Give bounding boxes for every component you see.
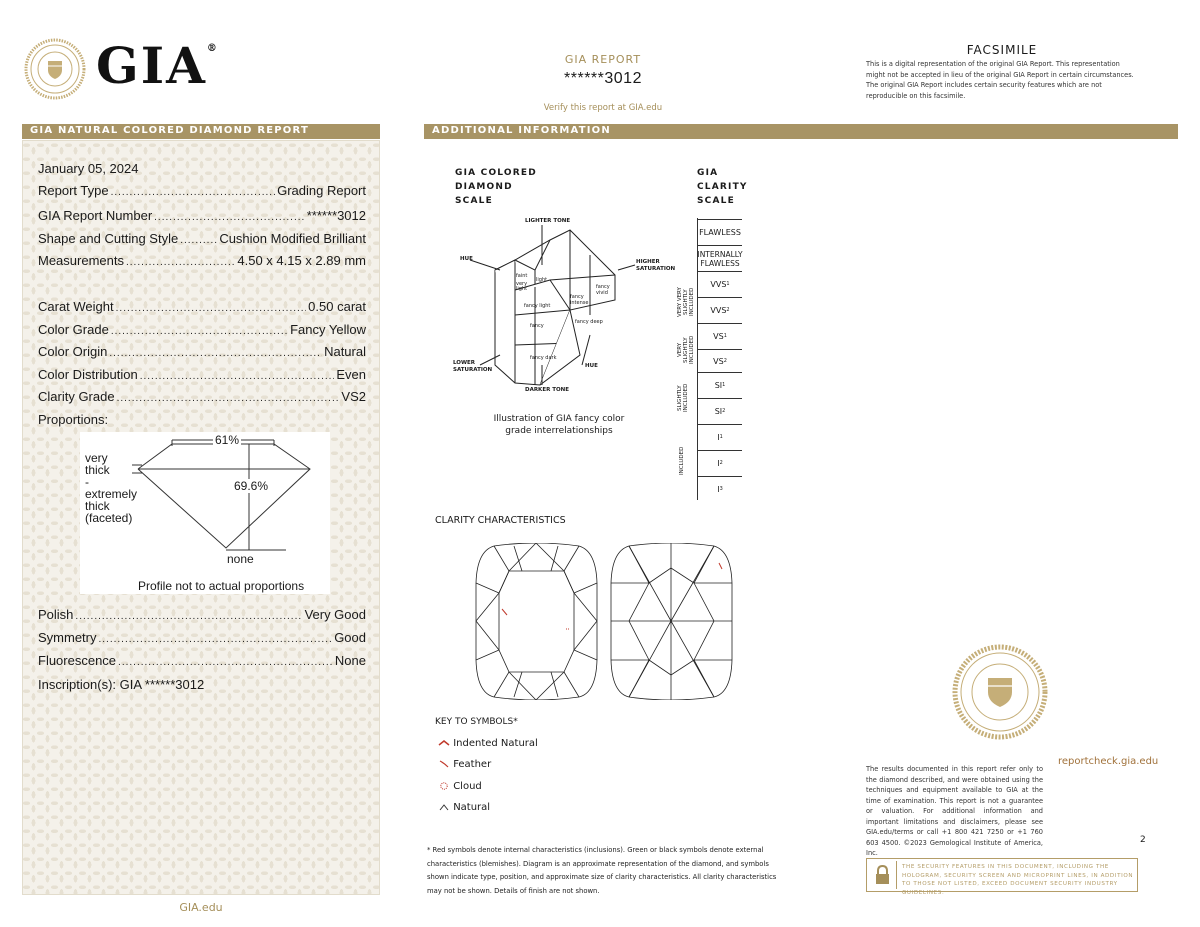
facsimile-title: FACSIMILE (966, 43, 1038, 57)
hue-label-bottom: HUE (585, 363, 598, 369)
clarity-scale-title (697, 166, 748, 208)
caption-line: grade interrelationships (505, 426, 613, 436)
security-text: THE SECURITY FEATURES IN THIS DOCUMENT, INCLUDING THE HOLOGRAM, SECURITY SCREEN AND MICROPRINT LINES, IN ADDITION TO THOSE NOT LISTED, EXCEED DOCUMENT SECURITY INDUSTRY GUIDELINES. (902, 864, 1134, 896)
higher-saturation-label (636, 259, 675, 273)
field-value: Very Good (304, 607, 366, 622)
right-section-bar: ADDITIONAL INFORMATION (424, 124, 1178, 139)
clarity-grade-i3 (698, 476, 742, 501)
fancy-vivid-label: fancy vivid (596, 284, 610, 296)
clarity-grade-i2 (698, 450, 742, 476)
title-line: GIA (697, 168, 719, 178)
color-grade-diagram (450, 215, 680, 400)
cushion-pavilion-diagram-icon (609, 543, 734, 700)
field-label: Symmetry (38, 630, 97, 645)
grade-label: I (717, 459, 720, 468)
label-line: HIGHER (636, 259, 660, 265)
grade-sub: 1 (726, 281, 730, 287)
fancy-light-label: fancy light (524, 303, 551, 309)
field-value: None (334, 653, 366, 668)
inscription: Inscription(s): GIA ******3012 (38, 677, 205, 692)
symbol-cloud (438, 781, 482, 792)
field-value: Grading Report (277, 183, 366, 198)
very-light-label: very light (516, 281, 528, 292)
clarity-group-vvs: VERY VERY SLIGHTLY INCLUDED (677, 287, 695, 317)
label-line: LOWER (453, 360, 476, 366)
field-fluorescence (38, 652, 366, 670)
field-report-number (38, 207, 366, 225)
security-lock-box (869, 861, 897, 889)
proportions-diagram (80, 432, 330, 594)
reportcheck-link[interactable]: reportcheck.gia.edu (1058, 756, 1159, 767)
field-value: ******3012 (306, 208, 366, 223)
clarity-grade-vs2 (698, 349, 742, 372)
darker-tone-label: DARKER TONE (525, 387, 570, 393)
fancy-dark-label: fancy dark (530, 355, 557, 361)
plot-pavilion-view (609, 543, 734, 700)
hue-label-top: HUE (460, 256, 473, 262)
clarity-group-i: INCLUDED (679, 446, 685, 476)
title-line: CLARITY (697, 182, 748, 192)
grade-sub: 2 (723, 357, 727, 364)
grade-label: VS (713, 332, 724, 341)
field-label: Color Origin (38, 344, 108, 359)
field-carat-weight (38, 298, 366, 316)
clarity-grade-vvs2 (698, 297, 742, 323)
grade-label: INTERNALLY FLAWLESS (697, 249, 743, 268)
field-value: Cushion Modified Brilliant (219, 231, 366, 246)
field-color-distribution (38, 366, 366, 384)
symbol-label: Indented Natural (453, 738, 538, 749)
grade-sub: 3 (719, 485, 723, 492)
lower-saturation-label (453, 360, 492, 374)
gia-seal (952, 644, 1048, 740)
report-label: GIA REPORT (564, 53, 642, 66)
clarity-grade-vs1 (698, 323, 742, 349)
label-line: SATURATION (636, 266, 676, 272)
profile-caption: Profile not to actual proportions (138, 579, 305, 593)
disclaimer: The results documented in this report refer only to the diamond described, and were obtained using the techniques and equipment available to GIA at the time of examination. This report is not a guarantee or valuation. For additional information and important limitations and disclaimers, please see GIA.edu/terms or call +1 800 421 7250 or +1 760 603 4500. ©2023 Gemological Institute of America, Inc. (866, 765, 1043, 857)
grade-sub: 1 (723, 333, 727, 339)
field-label: Measurements (38, 253, 124, 268)
field-label: Carat Weight (38, 299, 114, 314)
symbol-feather (438, 759, 491, 770)
field-label: Color Grade (38, 322, 109, 337)
field-value: Natural (324, 344, 366, 359)
proportions-label: Proportions: (38, 412, 109, 427)
title-line: SCALE (697, 196, 735, 206)
clarity-grade-i1 (698, 424, 742, 450)
grade-label: FLAWLESS (699, 228, 741, 237)
symbol-label: Natural (453, 802, 491, 813)
report-number: ******3012 (564, 70, 642, 87)
girdle-line: extremely (85, 487, 138, 501)
plot-crown-view (474, 543, 599, 700)
field-label: GIA Report Number (38, 208, 153, 223)
title-line: GIA COLORED (455, 168, 537, 178)
field-clarity-grade (38, 388, 366, 406)
grade-label: VS (713, 356, 724, 366)
footnote: * Red symbols denote internal characteristics (inclusions). Green or black symbols denote external characteristics (blemishes). Diagram is an approximate representation of the diamond, and symbols shown indicate type, position, and approximate size of clarity characteristics. All clarity characteristics may not be shown. Details of finish are not shown. (427, 846, 777, 895)
grade-sub: 2 (719, 460, 723, 466)
grade-sub: 2 (722, 408, 726, 414)
facsimile-text: This is a digital representation of the original GIA Report. This representation might not be accepted in lieu of the original GIA Report in certain circumstances. The original GIA Report includes certain security features which are not reproducible on this facsimile. (866, 60, 1134, 100)
field-label: Color Distribution (38, 367, 138, 382)
field-label: Polish (38, 607, 74, 622)
field-color-grade (38, 321, 366, 339)
report-date: January 05, 2024 (38, 161, 139, 176)
symbol-label: Cloud (453, 781, 482, 792)
symbol-natural (438, 802, 490, 813)
field-symmetry (38, 629, 366, 647)
field-shape (38, 230, 366, 248)
cloud-icon (438, 782, 450, 790)
logo-word: GIA (96, 36, 207, 95)
feather-icon (438, 760, 450, 768)
light-label: light (536, 277, 548, 283)
security-box (866, 858, 1138, 896)
gia-seal-icon (24, 38, 86, 100)
grade-sub: 1 (722, 382, 726, 388)
table-percent: 61% (215, 433, 240, 447)
fancy-intense-label: fancy intense (570, 294, 589, 306)
natural-icon (438, 803, 450, 811)
grade-sub: 2 (726, 307, 730, 313)
clarity-characteristics-title: CLARITY CHARACTERISTICS (435, 515, 566, 526)
field-value: Even (336, 367, 366, 382)
grade-label: SI (714, 381, 723, 390)
girdle-line: thick (85, 499, 110, 513)
symbol-label: Feather (453, 759, 492, 770)
field-value: 0.50 carat (308, 299, 366, 314)
field-color-origin (38, 343, 366, 361)
field-value: Good (334, 630, 366, 645)
field-label: Clarity Grade (38, 389, 115, 404)
culet-label: none (227, 552, 254, 566)
color-caption (470, 413, 648, 437)
cushion-crown-diagram-icon (474, 543, 599, 700)
label-line: SATURATION (453, 367, 493, 373)
color-scale-title (455, 166, 537, 208)
grade-sub: 1 (719, 434, 723, 440)
girdle-line: thick (85, 463, 110, 477)
field-label: Shape and Cutting Style (38, 231, 179, 246)
field-label: Report Type (38, 183, 109, 198)
grade-label: I (717, 484, 720, 494)
lock-icon (869, 861, 896, 889)
clarity-grade-si2 (698, 398, 742, 424)
title-line: SCALE (455, 196, 493, 206)
clarity-grade-internally-flawless (698, 245, 742, 271)
grade-label: I (717, 433, 720, 442)
gia-logo-text: GIA® (96, 36, 219, 95)
grade-label: VVS (710, 306, 727, 315)
caption-line: Illustration of GIA fancy color (493, 414, 625, 424)
girdle-line: (faceted) (85, 511, 133, 525)
field-measurements (38, 252, 366, 270)
clarity-group-si: SLIGHTLY INCLUDED (677, 383, 689, 413)
grade-label: SI (714, 407, 723, 416)
clarity-group-vs: VERY SLIGHTLY INCLUDED (677, 335, 695, 365)
page-number: 2 (1140, 835, 1146, 845)
clarity-grade-flawless (698, 219, 742, 245)
indented-natural-icon (438, 739, 450, 747)
field-value: Fancy Yellow (290, 322, 366, 337)
verify-link[interactable]: Verify this report at GIA.edu (543, 103, 663, 113)
grade-label: VVS (710, 280, 727, 289)
clarity-grade-vvs1 (698, 271, 742, 297)
symbol-indented-natural (438, 738, 538, 749)
faint-label: faint (516, 273, 528, 279)
girdle-line: - (85, 475, 89, 489)
clarity-grade-si1 (698, 372, 742, 398)
lighter-tone-label: LIGHTER TONE (525, 218, 571, 224)
gia-seal-large-icon (952, 644, 1048, 740)
field-polish (38, 606, 366, 624)
depth-percent: 69.6% (234, 479, 269, 493)
left-section-bar: GIA NATURAL COLORED DIAMOND REPORT (22, 124, 380, 139)
girdle-description (85, 452, 137, 524)
field-report-type (38, 182, 366, 200)
title-line: DIAMOND (455, 182, 513, 192)
field-value: 4.50 x 4.15 x 2.89 mm (237, 253, 366, 268)
girdle-line: very (85, 451, 108, 465)
key-title: KEY TO SYMBOLS* (435, 717, 518, 727)
field-label: Fluorescence (38, 653, 117, 668)
fancy-deep-label: fancy deep (575, 319, 603, 325)
gia-edu-link[interactable]: GIA.edu (179, 901, 223, 914)
fancy-label: fancy (530, 323, 544, 329)
field-value: VS2 (341, 389, 366, 404)
